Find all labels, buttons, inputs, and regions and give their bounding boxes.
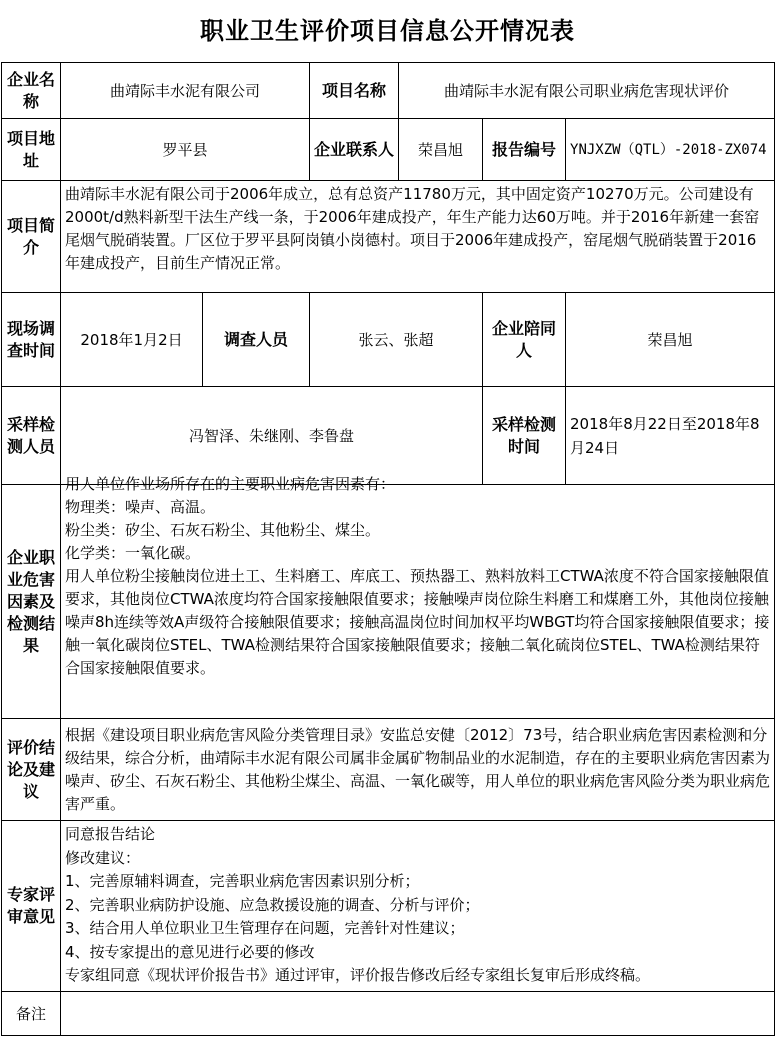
- expert-line: 同意报告结论: [65, 825, 156, 843]
- row-survey: [2, 293, 775, 387]
- label-contact: 企业联系人: [310, 119, 399, 181]
- expert-line: 4、按专家提出的意见进行必要的修改: [65, 942, 315, 961]
- value-expert: [61, 821, 775, 992]
- value-escort: 荣昌旭: [566, 293, 775, 387]
- value-conclusion: 根据《建设项目职业病危害风险分类管理目录》安监总安健〔2012〕73号，结合职业病危害因素检测和分级结果，综合分析，曲靖际丰水泥有限公司属非金属矿物制品业的水泥制造，存在的主要职业病危害因素为噪声、矽尘、石灰石粉尘、其他粉尘煤尘、高温、一氧化碳等，用人单位的职业病危害风险分类为职业病危害严重。: [61, 719, 775, 821]
- value-intro: 曲靖际丰水泥有限公司于2006年成立，总有总资产11780万元，其中固定资产10270万元。公司建设有2000t/d熟料新型干法生产线一条，于2006年建成投产，年生产能力达60万吨。并于2016年新建一套窑尾烟气脱硝装置。厂区位于罗平县阿岗镇小岗德村。项目于2006年建成投产，窑尾烟气脱硝装置于2016年建成投产，目前生产情况正常。: [61, 181, 775, 293]
- label-survey-time: 现场调查时间: [2, 293, 61, 387]
- page-title: 职业卫生评价项目信息公开情况表: [200, 17, 575, 45]
- value-hazards: [61, 475, 775, 719]
- row-sampling: [2, 387, 775, 485]
- hazards-line: 粉尘类：矽尘、石灰石粉尘、其他粉尘、煤尘。: [65, 521, 381, 539]
- value-sampling-time: 2018年8月22日至2018年8月24日: [566, 387, 775, 485]
- label-project-location: 项目地址: [2, 119, 61, 181]
- value-company-name: 曲靖际丰水泥有限公司: [61, 63, 310, 119]
- hazards-line: 用人单位作业场所存在的主要职业病危害因素有：: [65, 475, 396, 493]
- label-sampling-time: 采样检测时间: [483, 387, 566, 485]
- value-report-no: YNJXZW（QTL）-2018-ZX074: [566, 119, 775, 181]
- row-conclusion: [2, 719, 775, 821]
- hazards-line: 化学类：一氧化碳。: [65, 544, 201, 562]
- expert-line: 修改建议：: [65, 848, 141, 867]
- value-contact: 荣昌旭: [399, 119, 483, 181]
- hazards-result: 用人单位粉尘接触岗位进土工、生料磨工、库底工、预热器工、熟料放料工CTWA浓度不符合国家接触限值要求，其他岗位CTWA浓度均符合国家接触限值要求；接触噪声岗位除生料磨工和煤磨工外，其他岗位接触噪声8h连续等效A声级符合接触限值要求；接触高温岗位时间加权平均WBGT均符合国家接触限值要求；接触一氧化碳岗位STEL、TWA检测结果符合国家接触限值要求；接触二氧化硫岗位STEL、TWA检测结果符合国家接触限值要求。: [65, 567, 770, 677]
- row-company: [2, 63, 775, 119]
- expert-line: 1、完善原辅料调查，完善职业病危害因素识别分析；: [65, 872, 420, 890]
- value-surveyors: 张云、张超: [310, 293, 483, 387]
- value-project-name: 曲靖际丰水泥有限公司职业病危害现状评价: [399, 63, 775, 119]
- label-company-name: 企业名称: [2, 63, 61, 119]
- label-sampling-staff: 采样检测人员: [2, 387, 61, 485]
- label-project-name: 项目名称: [310, 63, 399, 119]
- label-report-no: 报告编号: [483, 119, 566, 181]
- expert-line: 2、完善职业病防护设施、应急救援设施的调查、分析与评价；: [65, 895, 480, 914]
- label-escort: 企业陪同人: [483, 293, 566, 387]
- row-expert: [2, 821, 775, 992]
- info-table: [1, 62, 775, 1036]
- label-hazards: 企业职业危害因素及检测结果: [2, 485, 61, 719]
- value-project-location: 罗平县: [61, 119, 310, 181]
- label-intro: 项目简介: [2, 181, 61, 293]
- row-intro: [2, 181, 775, 293]
- label-conclusion: 评价结论及建议: [2, 719, 61, 821]
- label-expert: 专家评审意见: [2, 821, 61, 992]
- label-remarks: 备注: [2, 992, 61, 1036]
- label-surveyors: 调查人员: [203, 293, 310, 387]
- expert-line: 专家组同意《现状评价报告书》通过评审，评价报告修改后经专家组长复审后形成终稿。: [65, 966, 651, 984]
- row-remarks: [2, 992, 775, 1036]
- expert-line: 3、结合用人单位职业卫生管理存在问题，完善针对性建议；: [65, 919, 465, 937]
- row-hazards: [2, 485, 775, 719]
- hazards-line: 物理类：噪声、高温。: [65, 498, 216, 516]
- value-remarks: [61, 992, 775, 1036]
- value-sampling-staff: 冯智泽、朱继刚、李鲁盘: [61, 387, 483, 485]
- row-location: [2, 119, 775, 181]
- value-survey-time: 2018年1月2日: [61, 293, 203, 387]
